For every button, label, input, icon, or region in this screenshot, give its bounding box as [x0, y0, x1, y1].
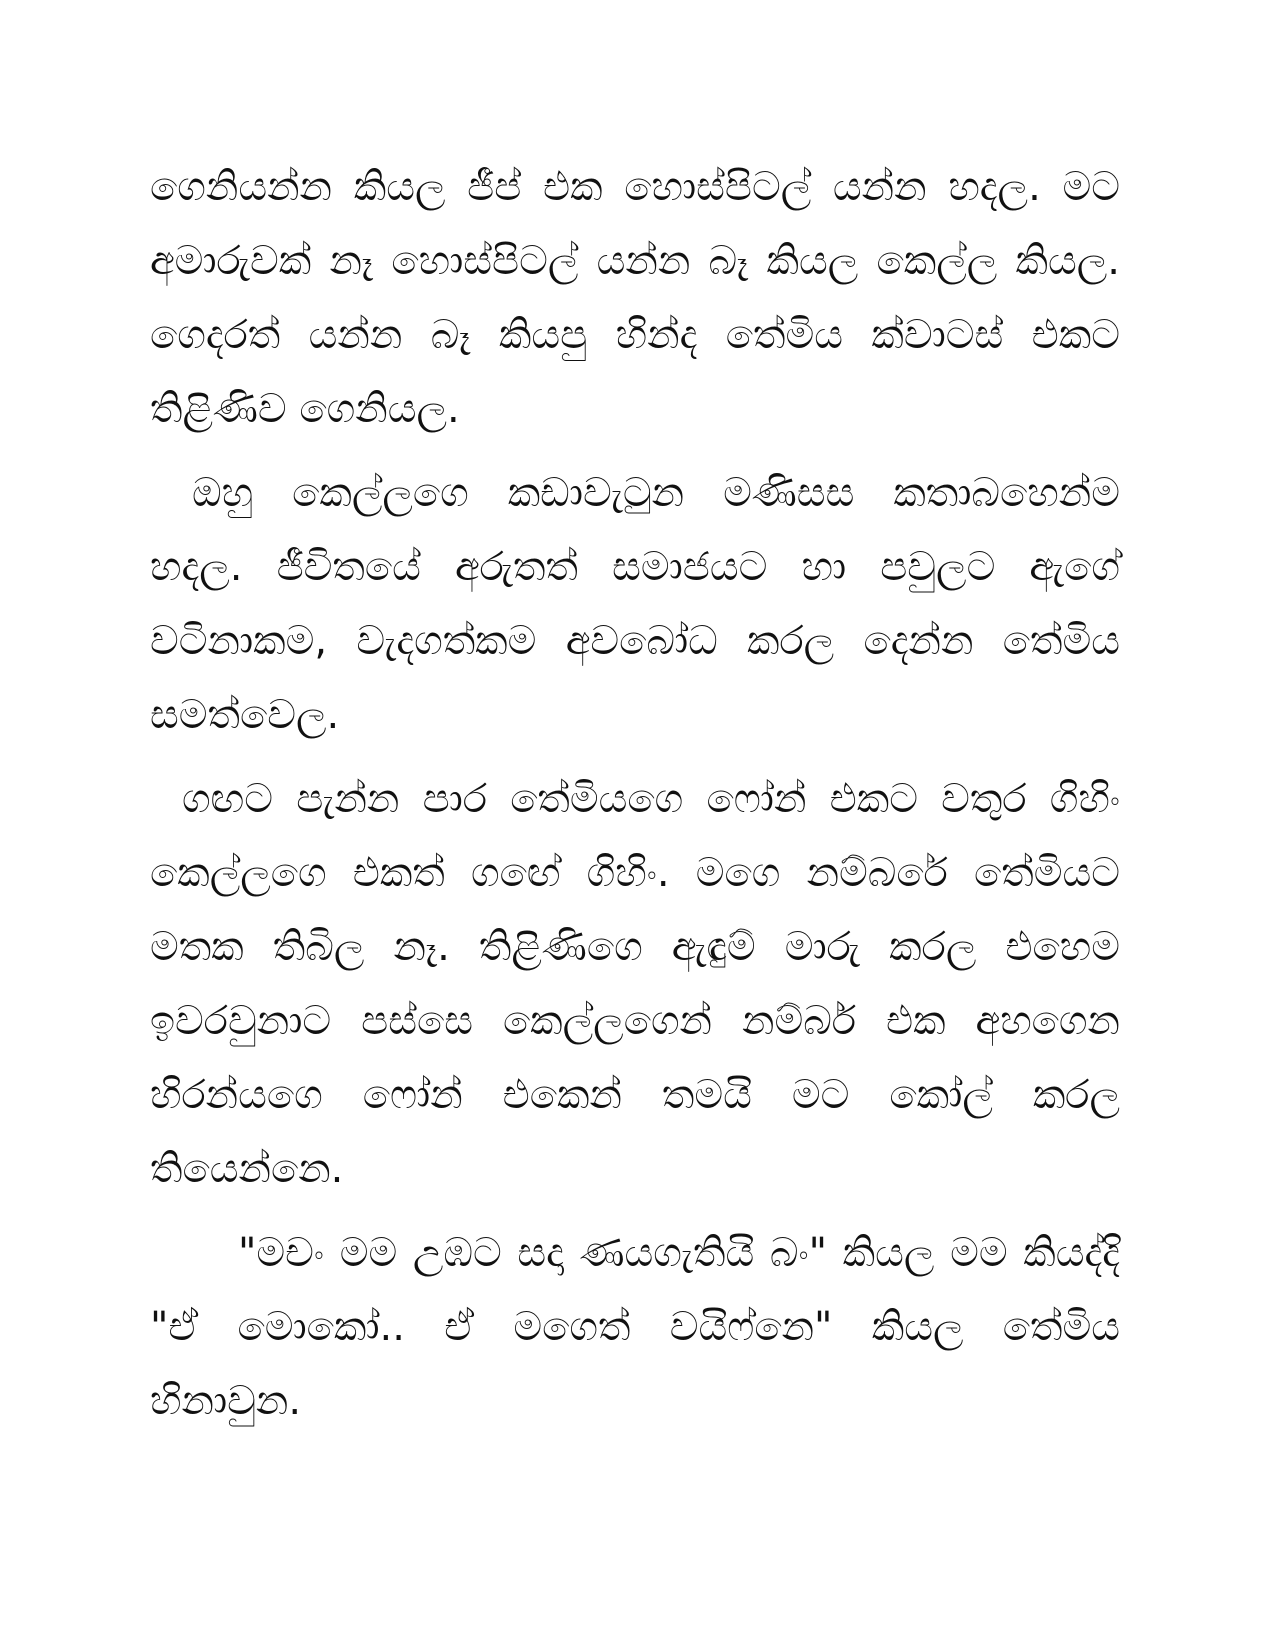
- paragraph-3: ගඟට පැන්න පාර තේමියගෙ ෆෝන් එකට වතුර ගිහිං කෙල්ලගෙ එකත් ගඟේ ගිහිං. මගෙ නම්බරේ තේමියට මතක තිබිල නෑ. තිළිණිගෙ ඇඳුම් මාරු කරල එහෙම ඉවරවුනාට පස්සෙ කෙල්ලගෙන් නම්බර් එක අහගෙන හිරන්යගෙ ෆෝන් එකෙන් තමයි මට කෝල් කරල තියෙන්නෙ.: [150, 776, 1120, 1192]
- paragraph-4: "මචං මම උඹට සදා ණයගැතියි බං" කියල මම කියද්දි "ඒ මොකෝ.. ඒ මගෙත් වයිෆ්නෙ" කියල තේමිය හිනාවුන.: [150, 1230, 1120, 1424]
- document-page: [150, 150, 1120, 1530]
- paragraph-2: ඔහු කෙල්ලගෙ කඩාවැටුන මණිසස කතාබහෙන්ම හදල. ජීවිතයේ අරුතත් සමාජයට හා පවුලට ඇගේ වටිනාකම, වැදගත්කම අවබෝධ කරල දෙන්න තේමිය සමත්වෙල.: [150, 470, 1120, 738]
- paragraph-1: ගෙනියන්න කියල ජීප් එක හොස්පිටල් යන්න හදල. මට අමාරුවක් නෑ හොස්පිටල් යන්න බෑ කියල කෙල්ල කියල. ගෙදරත් යන්න බෑ කියපු හින්ද තේමිය ක්වාටස් එකට තිළිණිව ගෙනියල.: [150, 164, 1120, 432]
